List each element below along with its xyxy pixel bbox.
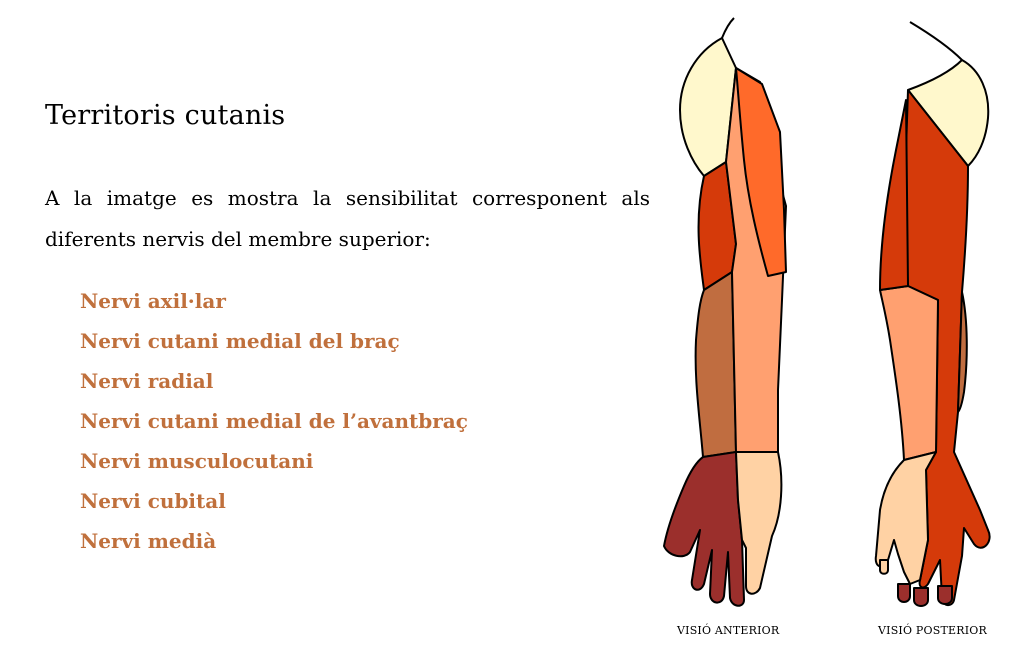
posterior-median-fingertip-3: [938, 586, 952, 604]
posterior-upper-radial-strip: [880, 100, 908, 290]
nerve-item-medial-cutaneous-arm: Nervi cutani medial del braç: [80, 329, 400, 353]
caption-posterior-view: VISIÓ POSTERIOR: [878, 624, 987, 637]
posterior-medial-forearm-region: [880, 286, 938, 460]
nerve-item-median: Nervi medià: [80, 529, 217, 553]
anterior-arm: [664, 18, 786, 606]
posterior-arm: [876, 22, 990, 606]
posterior-thumb-tip: [880, 560, 888, 574]
anterior-median-hand: [664, 452, 744, 606]
caption-anterior-view: VISIÓ ANTERIOR: [677, 624, 780, 637]
posterior-median-fingertip-2: [914, 588, 928, 606]
arm-dermatome-figure: [655, 0, 1024, 658]
posterior-median-fingertip-1: [898, 584, 910, 602]
anterior-musculocutaneous-region: [696, 272, 736, 457]
nerve-item-musculocutaneous: Nervi musculocutani: [80, 449, 314, 473]
page-title: Territoris cutanis: [45, 100, 286, 131]
nerve-item-medial-cutaneous-forearm: Nervi cutani medial de l’avantbraç: [80, 409, 468, 433]
nerve-item-ulnar: Nervi cubital: [80, 489, 226, 513]
intro-paragraph: A la imatge es mostra la sensibilitat corresponent als diferents nervis del membre superior:: [45, 186, 650, 251]
nerve-item-axillary: Nervi axil·lar: [80, 289, 226, 313]
nerve-item-radial: Nervi radial: [80, 369, 214, 393]
nerve-list: [80, 281, 468, 561]
